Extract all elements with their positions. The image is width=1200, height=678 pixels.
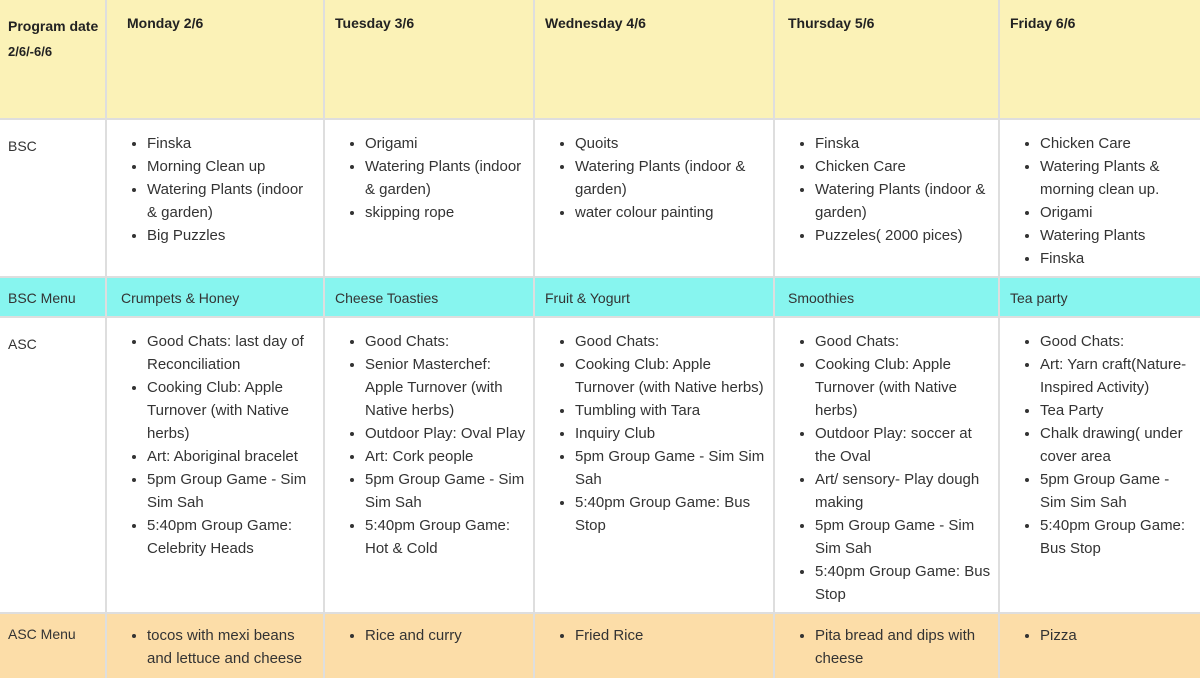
list-item: • Fried Rice bbox=[575, 624, 767, 647]
activity-list bbox=[325, 120, 533, 224]
menu-list bbox=[535, 614, 773, 647]
list-item: • Outdoor Play: Oval Play bbox=[365, 422, 527, 445]
day-header-monday bbox=[107, 0, 325, 120]
asc-menu-monday bbox=[107, 614, 325, 678]
bsc-menu-wednesday bbox=[535, 278, 775, 318]
program-date-label: Program date bbox=[8, 18, 99, 34]
activity-list bbox=[535, 318, 773, 537]
list-item: • 5pm Group Game - Sim Sim Sah bbox=[147, 468, 317, 514]
list-item: • Watering Plants (indoor & garden) bbox=[815, 178, 992, 224]
asc-menu-friday bbox=[1000, 614, 1200, 678]
day-header-label: Monday 2/6 bbox=[127, 15, 204, 31]
asc-label-cell bbox=[0, 318, 107, 614]
day-header-label: Thursday 5/6 bbox=[788, 15, 875, 31]
list-item: • Watering Plants (indoor & garden) bbox=[575, 155, 767, 201]
menu-item: Smoothies bbox=[788, 290, 855, 306]
list-item: • 5:40pm Group Game: Bus Stop bbox=[815, 560, 992, 606]
list-item: • tocos with mexi beans and lettuce and cheese bbox=[147, 624, 317, 670]
activity-list bbox=[1000, 318, 1200, 560]
list-item: • Watering Plants (indoor & garden) bbox=[147, 178, 317, 224]
menu-item: Fruit & Yogurt bbox=[545, 290, 630, 306]
row-label: BSC Menu bbox=[8, 290, 76, 306]
activity-list bbox=[107, 120, 323, 247]
row-label: ASC bbox=[8, 336, 37, 352]
list-item: • Outdoor Play: soccer at the Oval bbox=[815, 422, 992, 468]
list-item: • Watering Plants bbox=[1040, 224, 1194, 247]
list-item: • Chicken Care bbox=[815, 155, 992, 178]
bsc-menu-tuesday bbox=[325, 278, 535, 318]
list-item: • 5pm Group Game - Sim Sim Sah bbox=[575, 445, 767, 491]
bsc-menu-thursday bbox=[775, 278, 1000, 318]
list-item: • 5:40pm Group Game: Bus Stop bbox=[1040, 514, 1194, 560]
list-item: • Cooking Club: Apple Turnover (with Native herbs) bbox=[815, 353, 992, 422]
list-item: • Finska bbox=[147, 132, 317, 155]
menu-item: Cheese Toasties bbox=[335, 290, 439, 306]
list-item: • Origami bbox=[365, 132, 527, 155]
asc-menu-wednesday bbox=[535, 614, 775, 678]
day-header-thursday bbox=[775, 0, 1000, 120]
day-header-label: Friday 6/6 bbox=[1010, 15, 1076, 31]
bsc-menu-friday bbox=[1000, 278, 1200, 318]
list-item: • Art: Yarn craft(Nature-Inspired Activity) bbox=[1040, 353, 1194, 399]
bsc-menu-row bbox=[0, 278, 1200, 318]
menu-item: Tea party bbox=[1010, 290, 1068, 306]
activity-list bbox=[1000, 120, 1200, 270]
list-item: • Tumbling with Tara bbox=[575, 399, 767, 422]
list-item: • Good Chats: bbox=[365, 330, 527, 353]
list-item: • Chicken Care bbox=[1040, 132, 1194, 155]
day-header-wednesday bbox=[535, 0, 775, 120]
bsc-row bbox=[0, 120, 1200, 278]
asc-thursday bbox=[775, 318, 1000, 614]
list-item: • Pita bread and dips with cheese bbox=[815, 624, 992, 670]
list-item: • Finska bbox=[1040, 247, 1194, 270]
header-row bbox=[0, 0, 1200, 120]
list-item: • Cooking Club: Apple Turnover (with Native herbs) bbox=[575, 353, 767, 399]
list-item: • Pizza bbox=[1040, 624, 1194, 647]
list-item: • Quoits bbox=[575, 132, 767, 155]
list-item: • water colour painting bbox=[575, 201, 767, 224]
menu-list bbox=[325, 614, 533, 647]
program-date-cell bbox=[0, 0, 107, 120]
list-item: • skipping rope bbox=[365, 201, 527, 224]
activity-list bbox=[775, 120, 998, 247]
list-item: • Good Chats: bbox=[1040, 330, 1194, 353]
asc-tuesday bbox=[325, 318, 535, 614]
list-item: • 5pm Group Game - Sim Sim Sah bbox=[365, 468, 527, 514]
list-item: • Good Chats: bbox=[815, 330, 992, 353]
list-item: • Good Chats: last day of Reconciliation bbox=[147, 330, 317, 376]
bsc-menu-monday bbox=[107, 278, 325, 318]
list-item: • Art: Aboriginal bracelet bbox=[147, 445, 317, 468]
list-item: • Rice and curry bbox=[365, 624, 527, 647]
list-item: • Chalk drawing( under cover area bbox=[1040, 422, 1194, 468]
row-label: BSC bbox=[8, 138, 37, 154]
activity-list bbox=[535, 120, 773, 224]
menu-item: Crumpets & Honey bbox=[121, 290, 240, 306]
asc-friday bbox=[1000, 318, 1200, 614]
list-item: • 5pm Group Game - Sim Sim Sah bbox=[1040, 468, 1194, 514]
bsc-label-cell bbox=[0, 120, 107, 278]
list-item: • Art/ sensory- Play dough making bbox=[815, 468, 992, 514]
day-header-label: Tuesday 3/6 bbox=[335, 15, 415, 31]
day-header-tuesday bbox=[325, 0, 535, 120]
asc-menu-label-cell bbox=[0, 614, 107, 678]
list-item: • Origami bbox=[1040, 201, 1194, 224]
list-item: • 5:40pm Group Game: Hot & Cold bbox=[365, 514, 527, 560]
list-item: • Big Puzzles bbox=[147, 224, 317, 247]
list-item: • Inquiry Club bbox=[575, 422, 767, 445]
list-item: • Finska bbox=[815, 132, 992, 155]
program-date-range: 2/6/-6/6 bbox=[8, 44, 53, 59]
day-header-label: Wednesday 4/6 bbox=[545, 15, 646, 31]
list-item: • Morning Clean up bbox=[147, 155, 317, 178]
asc-menu-tuesday bbox=[325, 614, 535, 678]
bsc-friday bbox=[1000, 120, 1200, 278]
bsc-wednesday bbox=[535, 120, 775, 278]
asc-wednesday bbox=[535, 318, 775, 614]
menu-list bbox=[1000, 614, 1200, 647]
list-item: • Senior Masterchef: Apple Turnover (with Native herbs) bbox=[365, 353, 527, 422]
menu-list bbox=[107, 614, 323, 670]
menu-list bbox=[775, 614, 998, 670]
list-item: • 5pm Group Game - Sim Sim Sah bbox=[815, 514, 992, 560]
list-item: • Good Chats: bbox=[575, 330, 767, 353]
bsc-thursday bbox=[775, 120, 1000, 278]
list-item: • Puzzeles( 2000 pices) bbox=[815, 224, 992, 247]
asc-monday bbox=[107, 318, 325, 614]
list-item: • 5:40pm Group Game: Celebrity Heads bbox=[147, 514, 317, 560]
list-item: • Cooking Club: Apple Turnover (with Native herbs) bbox=[147, 376, 317, 445]
asc-row bbox=[0, 318, 1200, 614]
list-item: • Art: Cork people bbox=[365, 445, 527, 468]
activity-list bbox=[325, 318, 533, 560]
bsc-monday bbox=[107, 120, 325, 278]
list-item: • Tea Party bbox=[1040, 399, 1194, 422]
asc-menu-row bbox=[0, 614, 1200, 678]
list-item: • Watering Plants & morning clean up. bbox=[1040, 155, 1194, 201]
asc-menu-thursday bbox=[775, 614, 1000, 678]
list-item: • Watering Plants (indoor & garden) bbox=[365, 155, 527, 201]
row-label: ASC Menu bbox=[8, 626, 76, 642]
bsc-tuesday bbox=[325, 120, 535, 278]
day-header-friday bbox=[1000, 0, 1200, 120]
activity-list bbox=[107, 318, 323, 560]
activity-list bbox=[775, 318, 998, 606]
bsc-menu-label-cell bbox=[0, 278, 107, 318]
list-item: • 5:40pm Group Game: Bus Stop bbox=[575, 491, 767, 537]
